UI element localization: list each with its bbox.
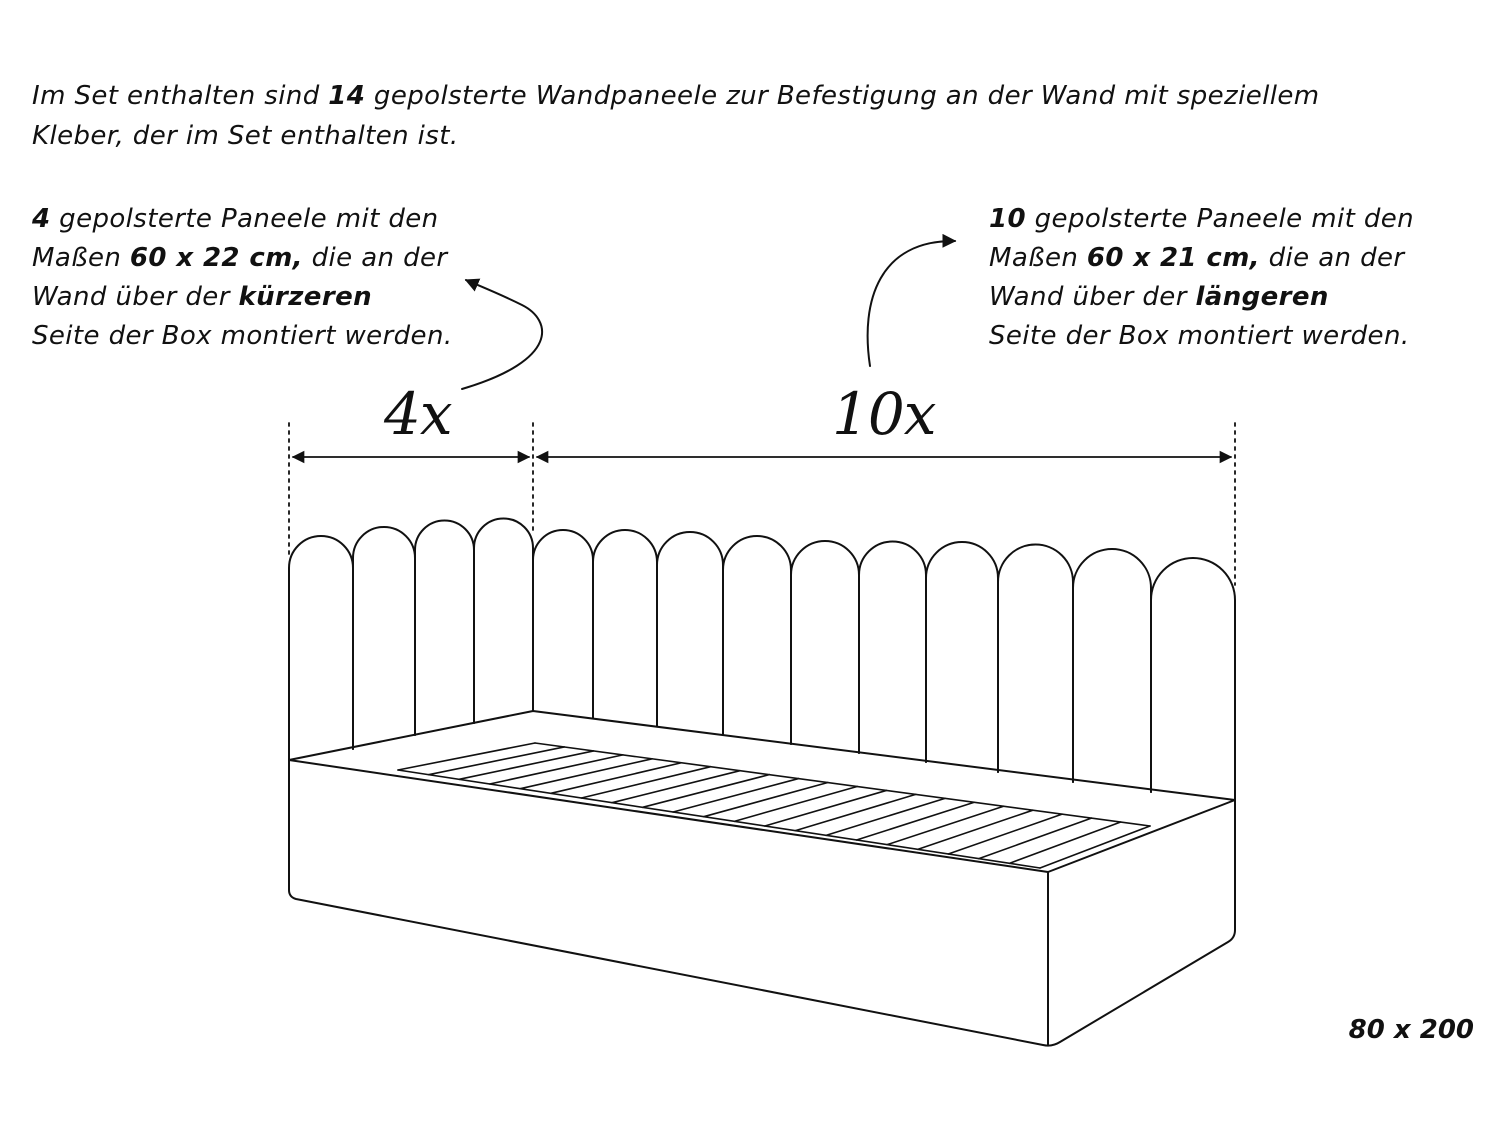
panel-long-6 bbox=[859, 542, 926, 763]
bed-box bbox=[289, 711, 1235, 1046]
panel-long-3 bbox=[657, 532, 723, 735]
long-side-word: längeren bbox=[1195, 282, 1329, 312]
intro-line1-start: Im Set enthalten sind bbox=[32, 81, 329, 111]
long-side-line4: Seite der Box montiert werden. bbox=[989, 321, 1410, 351]
short-side-line2-start: Maßen bbox=[32, 243, 130, 273]
panel-short-1 bbox=[289, 536, 353, 760]
bed-inner-back-wall bbox=[289, 711, 1235, 800]
slatted-frame bbox=[398, 743, 1150, 868]
long-side-count: 10 bbox=[989, 204, 1026, 234]
long-side-dimension-label: 10x bbox=[832, 380, 936, 448]
bed-front-face bbox=[289, 760, 1235, 1046]
long-side-line2-start: Maßen bbox=[989, 243, 1087, 273]
slat-frame-edge bbox=[535, 743, 1150, 826]
long-side-line1: gepolsterte Paneele mit den bbox=[1025, 204, 1415, 234]
panel-short-4 bbox=[474, 519, 533, 724]
short-side-line2-end: die an der bbox=[302, 243, 448, 273]
panel-long-1 bbox=[533, 530, 593, 718]
long-side-line2-end: die an der bbox=[1259, 243, 1405, 273]
short-side-line4: Seite der Box montiert werden. bbox=[32, 321, 453, 351]
long-side-pointer-arrow bbox=[868, 241, 955, 366]
short-side-line3: Wand über der bbox=[32, 282, 239, 312]
short-side-panels bbox=[289, 519, 533, 761]
long-side-panel-size: 60 x 21 cm, bbox=[1086, 243, 1260, 273]
panel-long-8 bbox=[998, 545, 1073, 783]
panel-short-3 bbox=[415, 521, 474, 736]
short-side-pointer-arrow bbox=[462, 280, 542, 389]
intro-line2: Kleber, der im Set enthalten ist. bbox=[32, 121, 459, 151]
panel-long-9 bbox=[1073, 549, 1151, 792]
short-side-dimension-label: 4x bbox=[384, 380, 452, 448]
panel-long-7 bbox=[926, 542, 998, 772]
bed-size-label: 80 x 200 bbox=[1348, 1015, 1474, 1045]
short-side-panel-size: 60 x 22 cm, bbox=[129, 243, 303, 273]
short-side-word: kürzeren bbox=[238, 282, 373, 312]
panel-long-5 bbox=[791, 541, 859, 753]
panel-short-2 bbox=[353, 527, 415, 749]
intro-total-count: 14 bbox=[328, 81, 366, 111]
long-side-line3: Wand über der bbox=[989, 282, 1196, 312]
panel-long-10 bbox=[1151, 558, 1235, 800]
long-side-panels bbox=[533, 530, 1235, 800]
panel-long-2 bbox=[593, 530, 657, 726]
intro-line1-end: gepolsterte Wandpaneele zur Befestigung an der Wand mit speziellem bbox=[365, 81, 1320, 111]
panel-long-4 bbox=[723, 536, 791, 744]
slat-frame-edge bbox=[398, 770, 1040, 868]
short-side-line1: gepolsterte Paneele mit den bbox=[50, 204, 439, 234]
short-side-count: 4 bbox=[32, 204, 51, 234]
